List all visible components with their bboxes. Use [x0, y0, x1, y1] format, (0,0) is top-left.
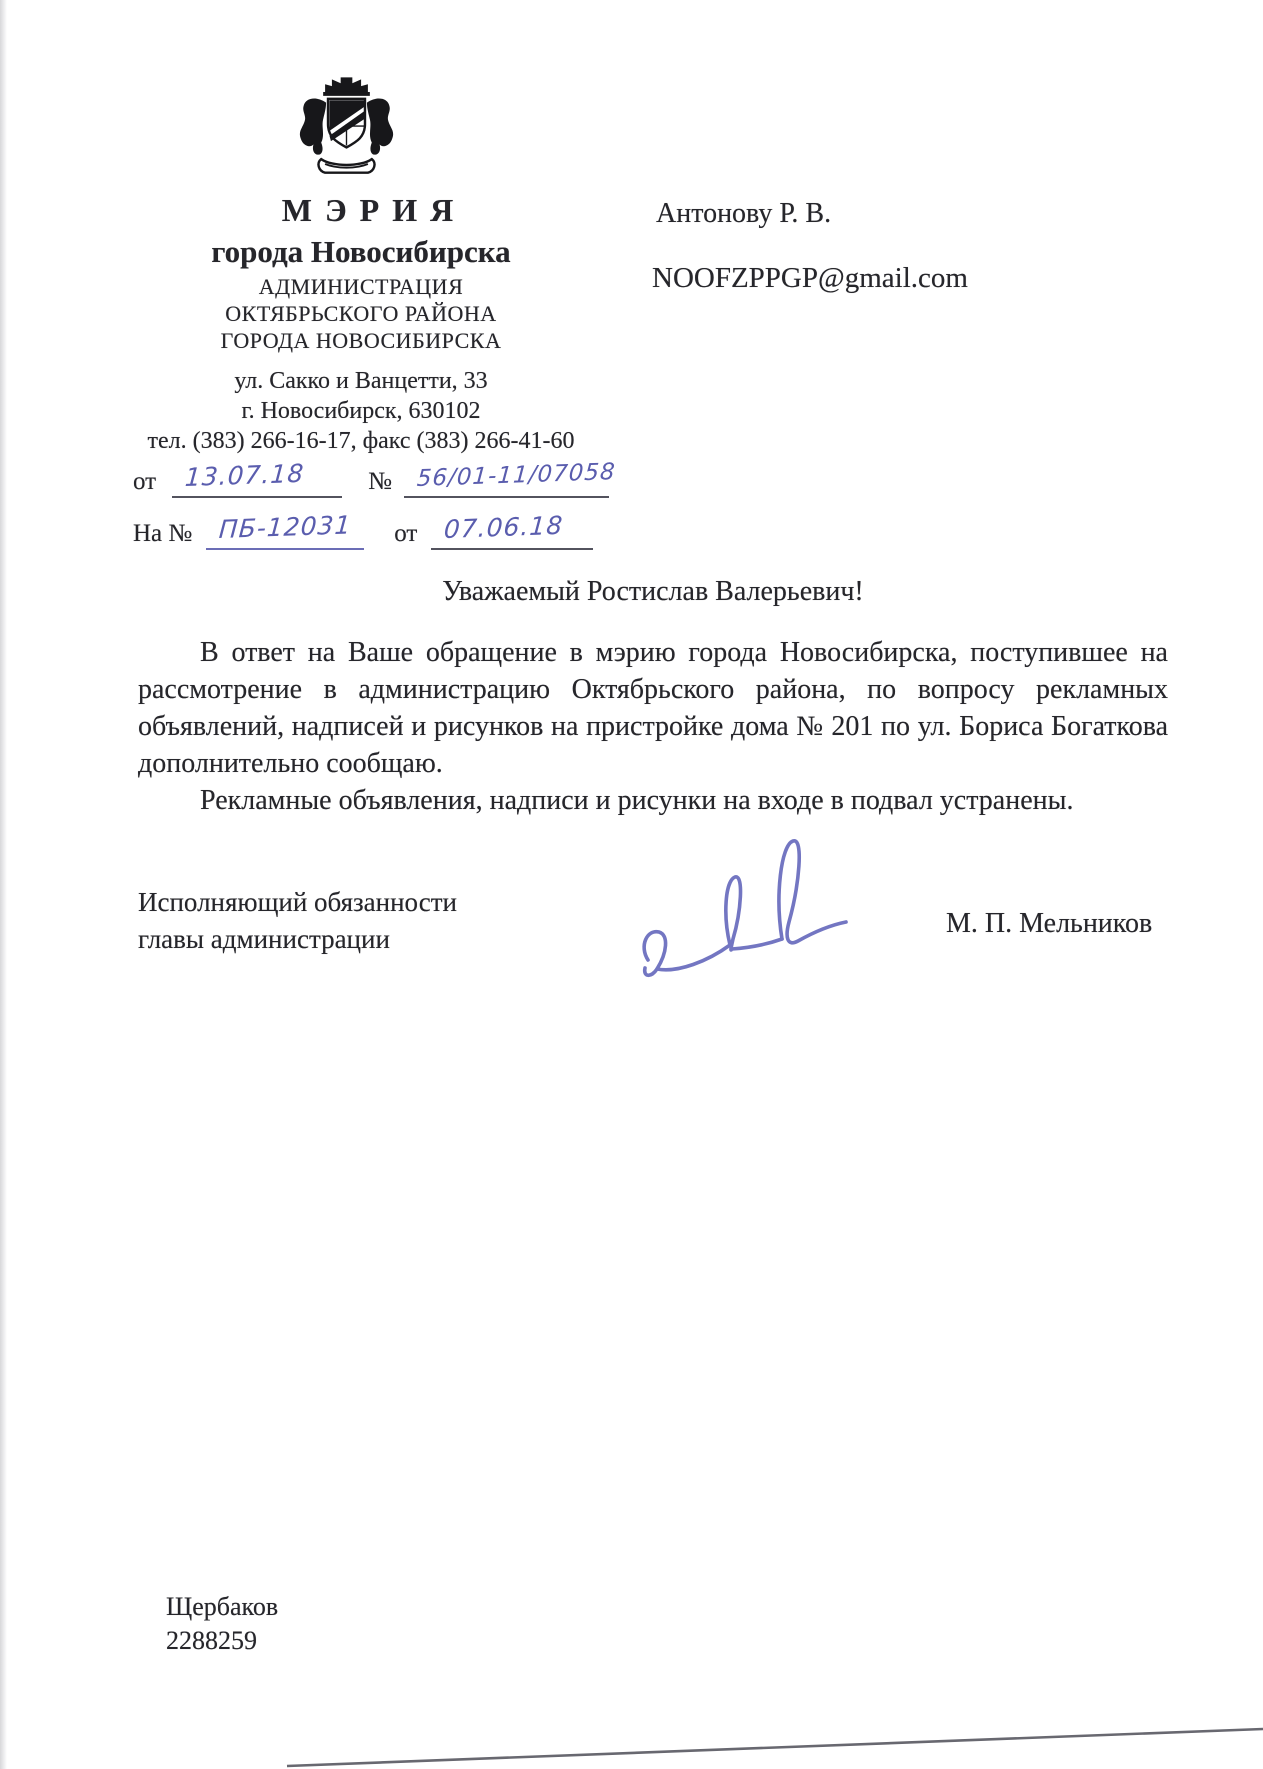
- handwritten-reply-number: ПБ-12031: [218, 510, 353, 544]
- coat-of-arms-icon: [293, 70, 400, 184]
- handwritten-number: 56/01-11/07058: [415, 458, 617, 492]
- signer-name: М. П. Мельников: [946, 908, 1153, 939]
- signer-title: [138, 884, 457, 958]
- date-field: [172, 460, 342, 498]
- reply-date-field: [431, 512, 593, 550]
- phone-fax-line: тел. (383) 266-16-17, факс (383) 266-41-60: [147, 428, 575, 454]
- signature-icon: [618, 826, 858, 984]
- org-name-line1: МЭРИЯ: [281, 192, 467, 228]
- signer-title-line2: главы администрации: [138, 924, 390, 954]
- reply-date-label: от: [394, 520, 418, 547]
- handwritten-date: 13.07.18: [184, 458, 306, 492]
- department-line3: ГОРОДА НОВОСИБИРСКА: [220, 328, 502, 353]
- recipient-name: Антонову Р. В.: [656, 198, 832, 229]
- department-line2: ОКТЯБРЬСКОГО РАЙОНА: [225, 301, 497, 326]
- executor-name: Щербаков: [166, 1592, 279, 1621]
- number-field: [404, 458, 617, 498]
- number-label: №: [368, 468, 392, 495]
- body-paragraph-2: Рекламные объявления, надписи и рисунки на входе в подвал устранены.: [200, 785, 1074, 816]
- letter-body: [138, 634, 1168, 819]
- reply-number-field: [206, 512, 364, 550]
- body-paragraph-1: В ответ на Ваше обращение в мэрию города Новосибирска, поступившее на рассмотрение в администрацию Октябрьского района, по вопросу рекламных объявлений, надписей и рисунков на пристройке дома № 201 по ул. Бориса Богаткова дополнительно сообщаю.: [138, 637, 1168, 779]
- org-name-line2: города Новосибирска: [211, 234, 511, 269]
- reply-number-label: На №: [133, 520, 193, 547]
- scan-left-edge-shadow: [0, 0, 7, 1769]
- reference-row-outgoing: [133, 458, 617, 498]
- signer-title-line1: Исполняющий обязанности: [138, 887, 457, 917]
- salutation: Уважаемый Ростислав Валерьевич!: [442, 576, 864, 607]
- date-label: от: [133, 468, 157, 495]
- executor-phone: 2288259: [166, 1626, 257, 1655]
- reference-row-incoming: [133, 512, 593, 550]
- address-city: г. Новосибирск, 630102: [241, 398, 481, 424]
- department-line1: АДМИНИСТРАЦИЯ: [258, 274, 464, 299]
- address-street: ул. Сакко и Ванцетти, 33: [234, 368, 488, 394]
- handwritten-reply-date: 07.06.18: [443, 510, 565, 544]
- recipient-email: NOOFZPPGP@gmail.com: [652, 262, 968, 294]
